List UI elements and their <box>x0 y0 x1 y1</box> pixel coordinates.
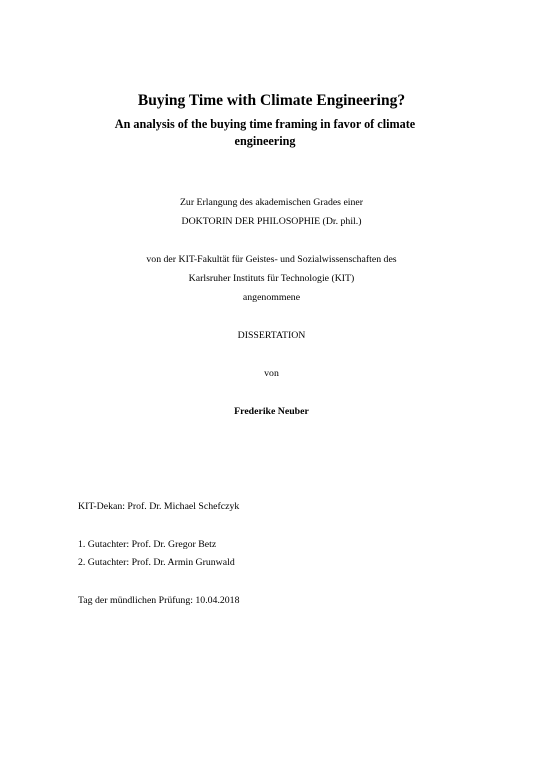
document-type: DISSERTATION <box>237 330 306 341</box>
von-label: von <box>264 368 279 379</box>
author-name: Frederike Neuber <box>234 406 309 417</box>
faculty-line-3: angenommene <box>242 292 301 303</box>
dissertation-title: Buying Time with Climate Engineering? <box>137 92 406 109</box>
faculty-line-2: Karlsruher Instituts für Technologie (KIT) <box>188 273 355 284</box>
reviewer-1-line: 1. Gutachter: Prof. Dr. Gregor Betz <box>78 539 217 550</box>
degree-line-1: Zur Erlangung des akademischen Grades einer <box>179 197 364 208</box>
degree-line-2: DOKTORIN DER PHILOSOPHIE (Dr. phil.) <box>181 216 362 227</box>
reviewer-2-line: 2. Gutachter: Prof. Dr. Armin Grunwald <box>78 557 235 568</box>
faculty-line-1: von der KIT-Fakultät für Geistes- und Sozialwissenschaften des <box>146 254 397 265</box>
dissertation-subtitle: An analysis of the buying time framing in favor of climate engineering <box>114 117 416 148</box>
dean-line: KIT-Dekan: Prof. Dr. Michael Schefczyk <box>78 501 240 512</box>
exam-date-line: Tag der mündlichen Prüfung: 10.04.2018 <box>78 595 240 606</box>
